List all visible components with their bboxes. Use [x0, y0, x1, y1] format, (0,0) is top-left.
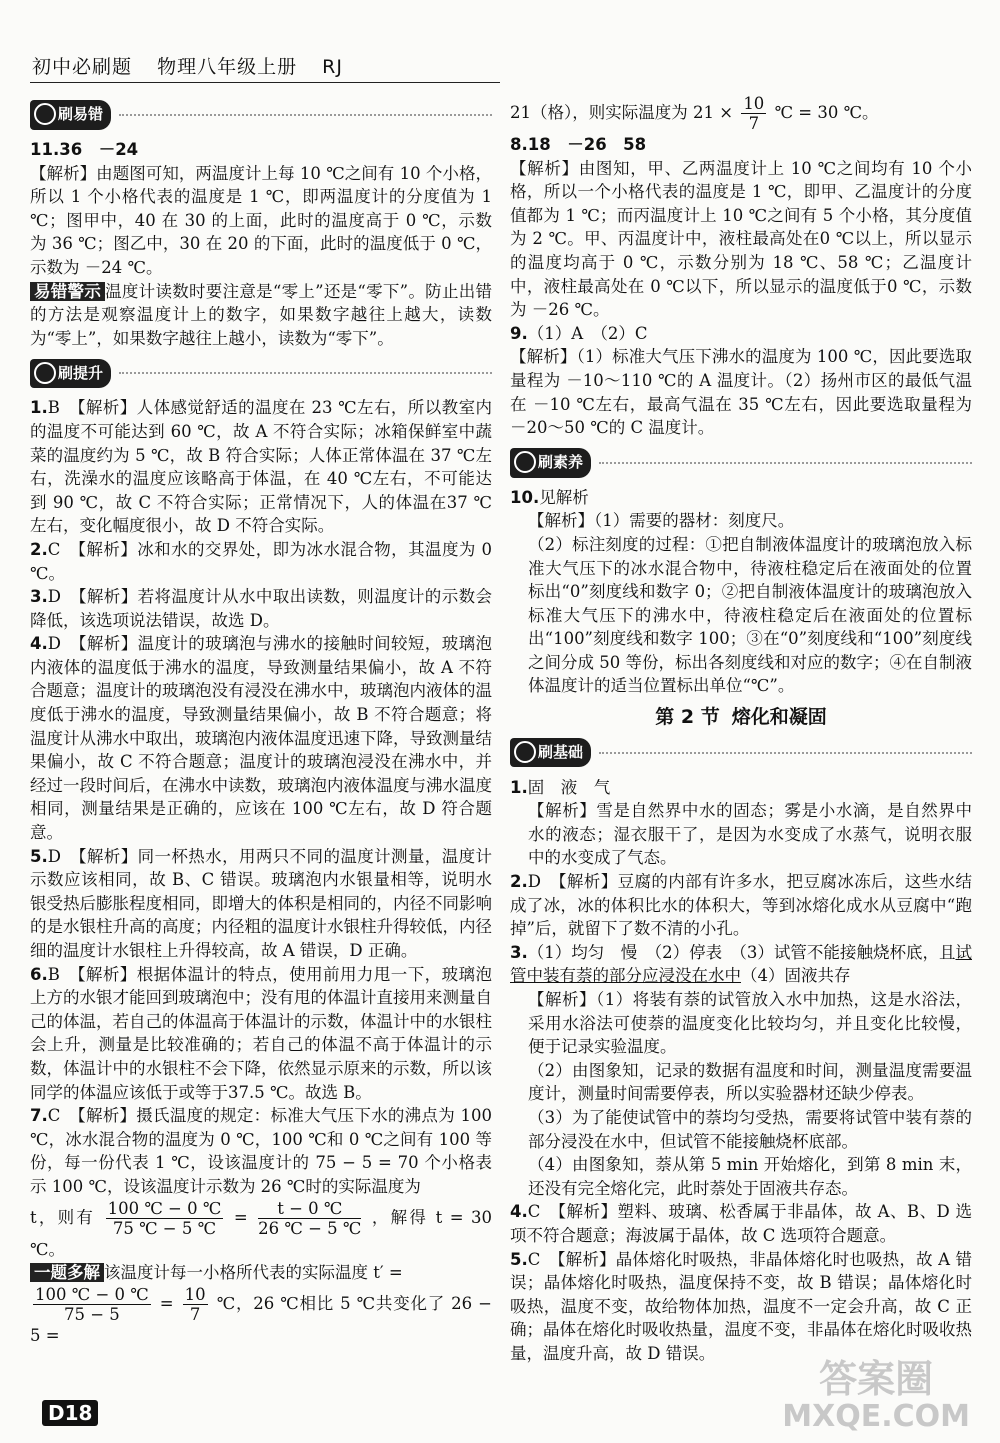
- dotted-rule: [599, 752, 972, 754]
- answer-text: （4）固液共存: [741, 966, 851, 986]
- answer-r4: [510, 1200, 972, 1247]
- alt-solution: [30, 1261, 492, 1285]
- section-name: 熔化和凝固: [731, 706, 827, 729]
- question-number: 3.: [30, 587, 48, 607]
- answer-text-underlined: 试管中装有萘的部分应浸没在水中: [510, 942, 972, 986]
- answer-1: [30, 396, 492, 538]
- fraction: [106, 1199, 224, 1238]
- answer-text: （1）均匀 慢 （2）停表 （3）试管不能接触烧杯底，且: [527, 942, 956, 962]
- answer-4: [30, 632, 492, 844]
- numerator: t − 0 ℃: [258, 1199, 361, 1219]
- answer-r5: [510, 1248, 972, 1366]
- equation-tail: ℃，26 ℃相比 5 ℃共变化了 26 − 5 =: [30, 1293, 493, 1345]
- answer-9: [510, 322, 972, 346]
- badge-label: 刷基础: [510, 738, 591, 768]
- answer-10: [510, 486, 972, 510]
- question-number: 2.: [30, 539, 48, 559]
- question-number: 9.: [510, 323, 528, 343]
- answer-text: 36 －24: [59, 140, 139, 159]
- answer-text: D 【解析】若将温度计从水中取出读数，则温度计的示数会降低，该选项说法错误，故选 D。: [30, 587, 492, 630]
- page-number: D18: [42, 1400, 98, 1426]
- explanation-r3-part2: （2）由图象知，记录的数据有温度和时间，测量温度需要温度计，测量时间需要停表，所以实验器材还缺少停表。: [528, 1060, 972, 1104]
- denominator: 75 ℃ − 5 ℃: [112, 1218, 217, 1238]
- answer-11: [30, 138, 492, 162]
- section-badge-basics: [510, 736, 972, 770]
- fraction: [183, 1285, 208, 1324]
- question-number: 4.: [510, 1202, 528, 1222]
- warning-label: 易错警示: [30, 282, 105, 301]
- badge-label: 刷提升: [30, 359, 111, 389]
- answer-text: B 【解析】人体感觉舒适的温度在 23 ℃左右，所以教室内的温度不可能达到 60 ℃，故 A 不符合实际；冰箱保鲜室中蔬菜的温度约为 5 ℃，故 B 符合实际；人体正常体温在 37 ℃左右，洗澡水的温度应该略高于体温，在 40 ℃左右，不可能达到 90 ℃，故 C 不符合实际；正常情况下，人的体温在37 ℃左右，变化幅度很小，故 D 不符合实际。: [30, 398, 492, 536]
- equals-sign: =: [159, 1293, 174, 1313]
- numerator: 10: [743, 94, 765, 113]
- equals-sign: =: [233, 1207, 248, 1227]
- answer-text: D 【解析】温度计的玻璃泡与沸水的接触时间较短，玻璃泡内液体的温度低于沸水的温度，导致测量结果偏小，故 A 不符合题意；温度计的玻璃泡没有浸没在沸水中，玻璃泡内液体的温度低于沸水的温度，导致测量结果偏小，故 B 不符合题意；将温度计从沸水中取出，玻璃泡内液体温度迅速下降，导致测量结果偏小，故 C 不符合题意；温度计的玻璃泡浸没在沸水中，并经过一段时间后，在沸水中读数，玻璃泡内液体温度与沸水温度相同，测量结果是正确的，应该在 100 ℃左右，故 D 符合题意。: [30, 634, 492, 843]
- explanation-r3-part1: 【解析】（1）将装有萘的试管放入水中加热，这是水浴法，采用水浴法可使萘的温度变化比较均匀，并且变化比较慢，便于记录实验温度。: [528, 990, 972, 1057]
- question-number: 3.: [510, 942, 528, 962]
- answer-text: D 【解析】豆腐的内部有许多水，把豆腐冰冻后，这些水结成了冰，冰的体积比水的体积大，等到冰熔化成水从豆腐中“跑掉”后，就留下了数不清的小孔。: [510, 872, 972, 939]
- subject-name: 物理八年级上册: [157, 56, 298, 78]
- fraction: [33, 1285, 151, 1324]
- numerator: 100 ℃ − 0 ℃: [107, 1198, 222, 1218]
- equation-7: [30, 1199, 492, 1262]
- answer-text: B 【解析】根据体温计的特点，使用前用力甩一下，玻璃泡上方的水银才能回到玻璃泡中；没有甩的体温计直接用来测量自己的体温，若自己的体温高于体温计的示数，体温计中的水银柱会上升，测量是比较准确的；若自己的体温不高于体温计的示数，体温计中的水银柱不会下降，依然显示原来的示数，所以该同学的体温应该低于或等于37.5 ℃。故选 B。: [30, 964, 492, 1102]
- section-badge-literacy: [510, 446, 972, 480]
- badge-label: 刷素养: [510, 448, 591, 478]
- alt-solution-equation: [30, 1285, 492, 1348]
- dotted-rule: [119, 372, 492, 374]
- explanation-r3-part3: （3）为了能使试管中的萘均匀受热，需要将试管中装有萘的部分浸没在水中，但试管不能接触烧杯底部。: [528, 1107, 972, 1151]
- answer-text: （1）A （2）C: [527, 323, 648, 343]
- denominator: 75 − 5: [63, 1304, 120, 1324]
- explanation-10-part2: （2）标注刻度的过程：①把自制液体温度计的玻璃泡放入标准大气压下的冰水混合物中，待液柱稳定后在液面处的位置标出“0”刻度线和数字 0；②把自制液体温度计的玻璃泡放入标准大气压下的沸水中，待液柱稳定后在液面处的位置标出“100”刻度线和数字 100；③在“0”刻度线和“100”刻度线之间分成 50 等份，标出各刻度线和对应的数字；④在自制液体温度计的适当位置标出单位“℃”。: [528, 534, 972, 696]
- fraction: [741, 94, 766, 133]
- badge-label: 刷易错: [30, 100, 111, 130]
- answer-text: 18 －26 58: [527, 135, 647, 154]
- section-badge-mistakes: [30, 98, 492, 132]
- answer-text: 固 液 气: [527, 777, 611, 797]
- explanation-8: 【解析】由图知，甲、乙两温度计上 10 ℃之间均有 10 个小格，所以一个小格代表的温度是 1 ℃，即甲、乙温度计的分度值都为 1 ℃；而丙温度计上 10 ℃之间有 5 个小格，其分度值为 2 ℃。甲、丙温度计中，液柱最高处在0 ℃以上，所以显示的温度均高于 0 ℃，示数分别为 18 ℃、58 ℃；乙温度计中，液柱最高处在 0 ℃以下，所以显示的温度低于0 ℃，示数为 －26 ℃。: [510, 158, 972, 320]
- equation-tail: ℃ = 30 ℃。: [774, 103, 879, 122]
- equation-tail: ，解得 t = 30 ℃。: [30, 1207, 493, 1259]
- answer-3: [30, 585, 492, 632]
- edition-label: RJ: [322, 56, 343, 78]
- section-number: 第 2 节: [655, 706, 720, 729]
- answer-r3: [510, 941, 972, 988]
- denominator: 26 ℃ − 5 ℃: [258, 1218, 362, 1238]
- answer-r2: [510, 870, 972, 941]
- header-rule: [30, 82, 500, 83]
- watermark: [782, 1357, 970, 1436]
- section-title: [510, 706, 972, 730]
- answer-r1: [510, 776, 972, 800]
- answer-5: [30, 845, 492, 963]
- warning-text: 温度计读数时要注意是“零上”还是“零下”。防止出错的方法是观察温度计上的数字，如果数字越往上越大，读数为“零上”，如果数字越往上越小，读数为“零下”。: [30, 281, 492, 348]
- fraction: [258, 1199, 361, 1238]
- watermark-bottom: MXQE.COM: [782, 1399, 970, 1434]
- question-number: 4.: [30, 634, 48, 654]
- question-number: 1.: [30, 398, 48, 418]
- question-number: 11.: [30, 140, 60, 159]
- answer-text: D 【解析】同一杯热水，用两只不同的温度计测量，温度计示数应该相同，故 B、C 错误。玻璃泡内水银量相等，说明水银受热后膨胀程度相同，即增大的体积是相同的，内径不同影响的是水银柱升高的高度；内径粗的温度计水银柱升得较低，内径细的温度计水银柱上升得较高，故 A 错误，D 正确。: [30, 846, 492, 960]
- equation-lead: 21（格），则实际温度为 21 ×: [510, 103, 734, 122]
- question-number: 6.: [30, 964, 48, 984]
- question-number: 2.: [510, 872, 528, 892]
- left-column: [30, 92, 492, 1347]
- question-number: 10.: [510, 487, 540, 507]
- explanation-10-part1: 【解析】（1）需要的器材：刻度尺。: [528, 511, 795, 531]
- answer-text: C 【解析】冰和水的交界处，即为冰水混合物，其温度为 0 ℃。: [30, 539, 492, 583]
- watermark-top: 答案圈: [819, 1357, 934, 1401]
- series-name: 初中必刷题: [32, 56, 133, 78]
- continued-equation: [510, 94, 972, 133]
- question-number: 5.: [30, 846, 48, 866]
- dotted-rule: [599, 462, 972, 464]
- equation-lead: t，则有: [30, 1207, 96, 1227]
- question-number: 7.: [30, 1106, 48, 1126]
- numerator: 10: [184, 1284, 206, 1304]
- explanation-r3-part4: （4）由图象知，萘从第 5 min 开始熔化，到第 8 min 末，还没有完全熔化完，此时萘处于固液共存态。: [528, 1155, 972, 1198]
- explanation-11: 【解析】由题图可知，两温度计上每 10 ℃之间有 10 个小格，所以 1 个小格代表的温度是 1 ℃，即两温度计的分度值为 1 ℃；图甲中，40 在 30 的上面，此时的温度高于 0 ℃，示数为 36 ℃；图乙中，30 在 20 的下面，此时的温度低于 0 ℃，示数为 －24 ℃。: [30, 163, 492, 277]
- warning-note: [30, 280, 492, 351]
- answer-7: [30, 1104, 492, 1198]
- question-number: 5.: [510, 1249, 528, 1269]
- answer-8: [510, 133, 972, 157]
- answer-text: C 【解析】晶体熔化时吸热，非晶体熔化时也吸热，故 A 错误；晶体熔化时吸热，温度保持不变，故 B 错误；晶体熔化时吸热，温度不变，故给物体加热，温度不一定会升高，故 C 正确；晶体在熔化时吸收热量，温度不变，非晶体在熔化时吸收热量，温度升高，故 D 错误。: [510, 1249, 972, 1363]
- denominator: 7: [748, 114, 760, 133]
- answer-text: C 【解析】塑料、玻璃、松香属于非晶体，故 A、B、D 选项不符合题意；海波属于晶体，故 C 选项符合题意。: [510, 1202, 972, 1245]
- alt-solution-label: 一题多解: [30, 1263, 104, 1282]
- answer-text: C 【解析】摄氏温度的规定：标准大气压下水的沸点为 100 ℃，冰水混合物的温度为 0 ℃，100 ℃和 0 ℃之间有 100 等份，每一份代表 1 ℃，设该温度计的 75 − 5 = 70 个小格表示 100 ℃，设该温度计示数为 26 ℃时的实际温度为: [30, 1106, 492, 1196]
- dotted-rule: [119, 114, 492, 116]
- numerator: 100 ℃ − 0 ℃: [35, 1284, 149, 1304]
- answer-6: [30, 963, 492, 1105]
- question-number: 1.: [510, 777, 528, 797]
- page-header: [32, 52, 361, 79]
- answer-text: 见解析: [539, 487, 589, 507]
- right-column: [510, 92, 972, 1366]
- question-number: 8.: [510, 135, 528, 154]
- explanation-9: 【解析】（1）标准大气压下沸水的温度为 100 ℃，因此要选取量程为 －10～110 ℃的 A 温度计。（2）扬州市区的最低气温在 －10 ℃左右，最高气温在 35 ℃左右，因此要选取量程为 －20～50 ℃的 C 温度计。: [510, 347, 972, 438]
- alt-solution-text: 该温度计每一小格所代表的实际温度 t′ =: [104, 1263, 403, 1283]
- explanation-r1: 【解析】雪是自然界中水的固态；雾是小水滴，是自然界中水的液态；湿衣服干了，是因为水变成了水蒸气，说明衣服中的水变成了气态。: [528, 801, 972, 868]
- answer-2: [30, 538, 492, 585]
- section-badge-advance: [30, 356, 492, 390]
- denominator: 7: [189, 1304, 201, 1324]
